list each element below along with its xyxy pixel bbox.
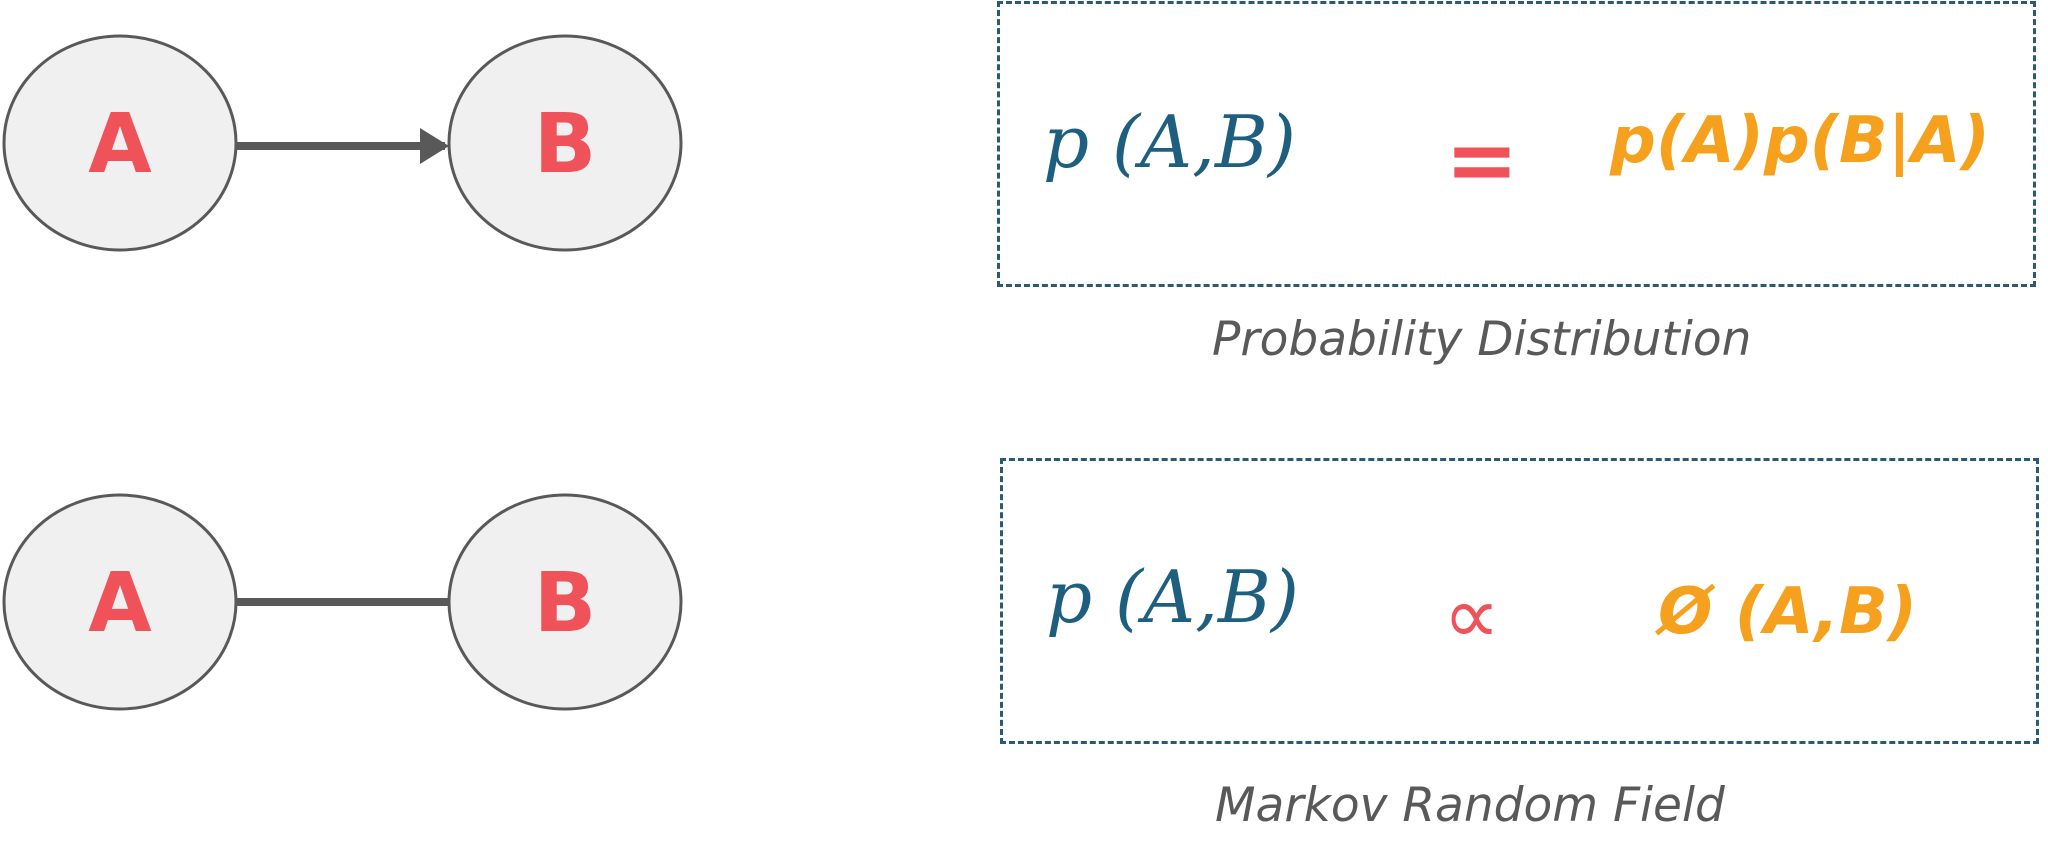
node-b[interactable] [449,36,681,250]
arrowhead-icon [420,128,449,164]
equals-operator: = [1445,108,1519,211]
directed-graph [4,36,681,250]
markov-random-field-caption: Markov Random Field [1215,778,1725,833]
node-b[interactable] [449,495,681,709]
node-a-label: A [88,97,152,192]
joint-probability-lhs: p (A,B) [1043,100,1296,184]
node-a[interactable] [4,495,236,709]
node-b-label: B [533,97,597,192]
markov-random-field-box [1000,458,2039,744]
node-a-label: A [88,556,152,651]
factorization-rhs: p(A)p(B|A) [1610,104,1990,178]
node-a[interactable] [4,36,236,250]
node-b-label: B [533,556,597,651]
proportional-operator: ∝ [1443,569,1501,662]
joint-probability-lhs: p (A,B) [1046,555,1299,639]
probability-distribution-box [997,1,2036,287]
undirected-graph [4,495,681,709]
potential-function-rhs: Ø (A,B) [1658,575,1917,649]
graph-diagrams [0,0,1000,868]
probability-distribution-caption: Probability Distribution [1212,312,1752,367]
